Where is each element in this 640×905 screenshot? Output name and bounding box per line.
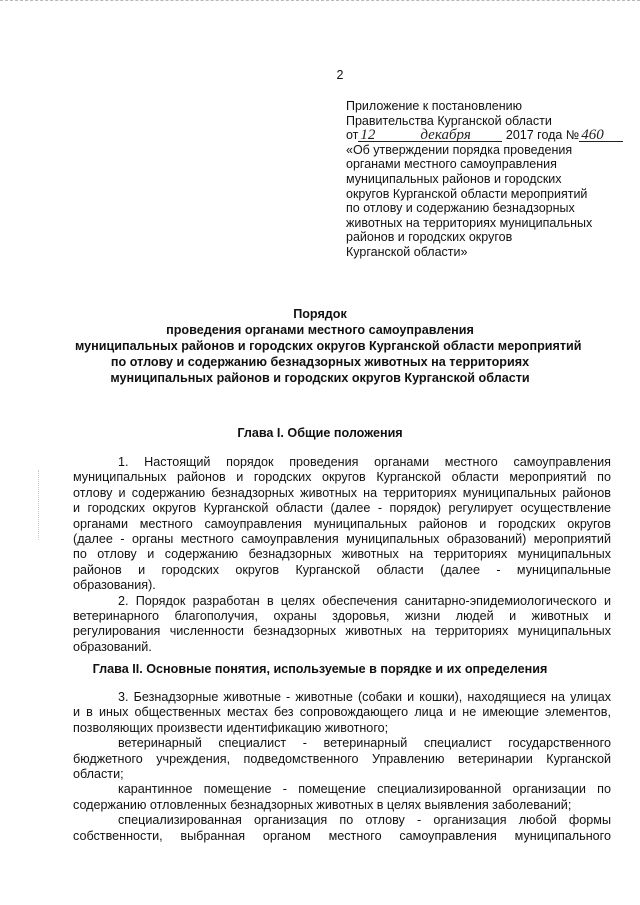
paragraph-line: бюджетного учреждения, подведомственного Управлению ветеринарии Курганской [73,751,611,766]
paragraph-line: отлову и содержанию безнадзорных животных на территориях муниципальных районов [73,485,611,500]
date-prefix: от [346,128,359,143]
chapter-2-text [73,690,611,844]
margin-marks [38,470,41,540]
appendix-line: органами местного самоуправления [346,157,557,172]
paragraph-line: муниципальных районов и городских округов Курганской области мероприятий по [73,470,611,485]
appendix-line: Курганской области» [346,244,468,259]
paragraph-line: собственности, выбранная органом местного самоуправления муниципального [73,828,611,843]
paragraph-line: ветеринарного благополучия, охраны здоровья, жизни людей и животных и [73,609,611,624]
paragraph-line: образования). [73,578,156,593]
paragraph-line: и городских округов Курганской области (далее - порядок) регулирует осуществление [73,501,611,516]
appendix-line: районов и городских округов [346,230,513,245]
appendix-line: по отлову и содержанию безнадзорных [346,201,575,216]
page-number: 2 [336,68,344,82]
paragraph-line: специализированная организация по отлову - организация любой формы [118,813,611,828]
paragraph-line: районов и городских округов Курганской области (далее - муниципальные [73,562,611,577]
title-line: муниципальных районов и городских округов Курганской области мероприятий [75,339,582,353]
handwritten-number: 460 [579,129,623,142]
paragraph-line: позволяющих произвести идентификацию животного; [73,720,389,735]
appendix-line: округов Курганской области мероприятий [346,186,588,201]
paragraph-line: (далее - органы местного самоуправления муниципальных образований) мероприятий [73,532,611,547]
paragraph-line: образований. [73,639,152,654]
appendix-line: Приложение к постановлению [346,99,522,113]
title-line: проведения органами местного самоуправления [166,323,474,337]
handwritten-day: 12 [358,129,418,142]
title-line: муниципальных районов и городских округов Курганской области [110,371,530,385]
paragraph-line: органами местного самоуправления муниципальных районов и городских округов [73,516,611,531]
scan-edge [0,0,640,7]
paragraph-line: по отлову и содержанию безнадзорных животных на территориях муниципальных [73,547,611,562]
chapter-1-text [73,455,611,655]
chapter-2-heading: Глава II. Основные понятия, используемые в порядке и их определения [92,662,548,676]
paragraph-line: 2. Порядок разработан в целях обеспечения санитарно-эпидемиологического и [118,593,611,608]
paragraph-line: области; [73,767,124,782]
appendix-block [346,99,616,260]
chapter-1-heading: Глава I. Общие положения [237,426,403,440]
paragraph-line: 1. Настоящий порядок проведения органами местного самоуправления [118,455,611,469]
document-title [75,306,582,386]
title-line: Порядок [293,307,347,321]
paragraph-line: содержанию отловленных безнадзорных животных в целях выявления заболеваний; [73,797,572,812]
paragraph-line: ветеринарный специалист - ветеринарный специалист государственного [118,736,611,751]
paragraph-line: карантинное помещение - помещение специализированной организации по [118,782,611,797]
paragraph-line: 3. Безнадзорные животные - животные (собаки и кошки), находящиеся на улицах [118,690,611,704]
appendix-line: Правительства Курганской области [346,113,552,128]
appendix-date-line [346,128,616,143]
appendix-line: животных на территориях муниципальных [346,215,593,230]
appendix-line: муниципальных районов и городских [346,171,562,186]
paragraph-line: и в иных общественных местах без сопровождающего лица и не имеющие элементов, [73,705,611,720]
date-year-text: 2017 года № [505,128,580,143]
paragraph-line: регулирования численности безнадзорных животных на территориях муниципальных [73,624,611,639]
handwritten-month: декабря [418,129,502,142]
title-line: по отлову и содержанию безнадзорных животных на территориях [110,355,530,369]
appendix-line: «Об утверждении порядка проведения [346,142,573,157]
